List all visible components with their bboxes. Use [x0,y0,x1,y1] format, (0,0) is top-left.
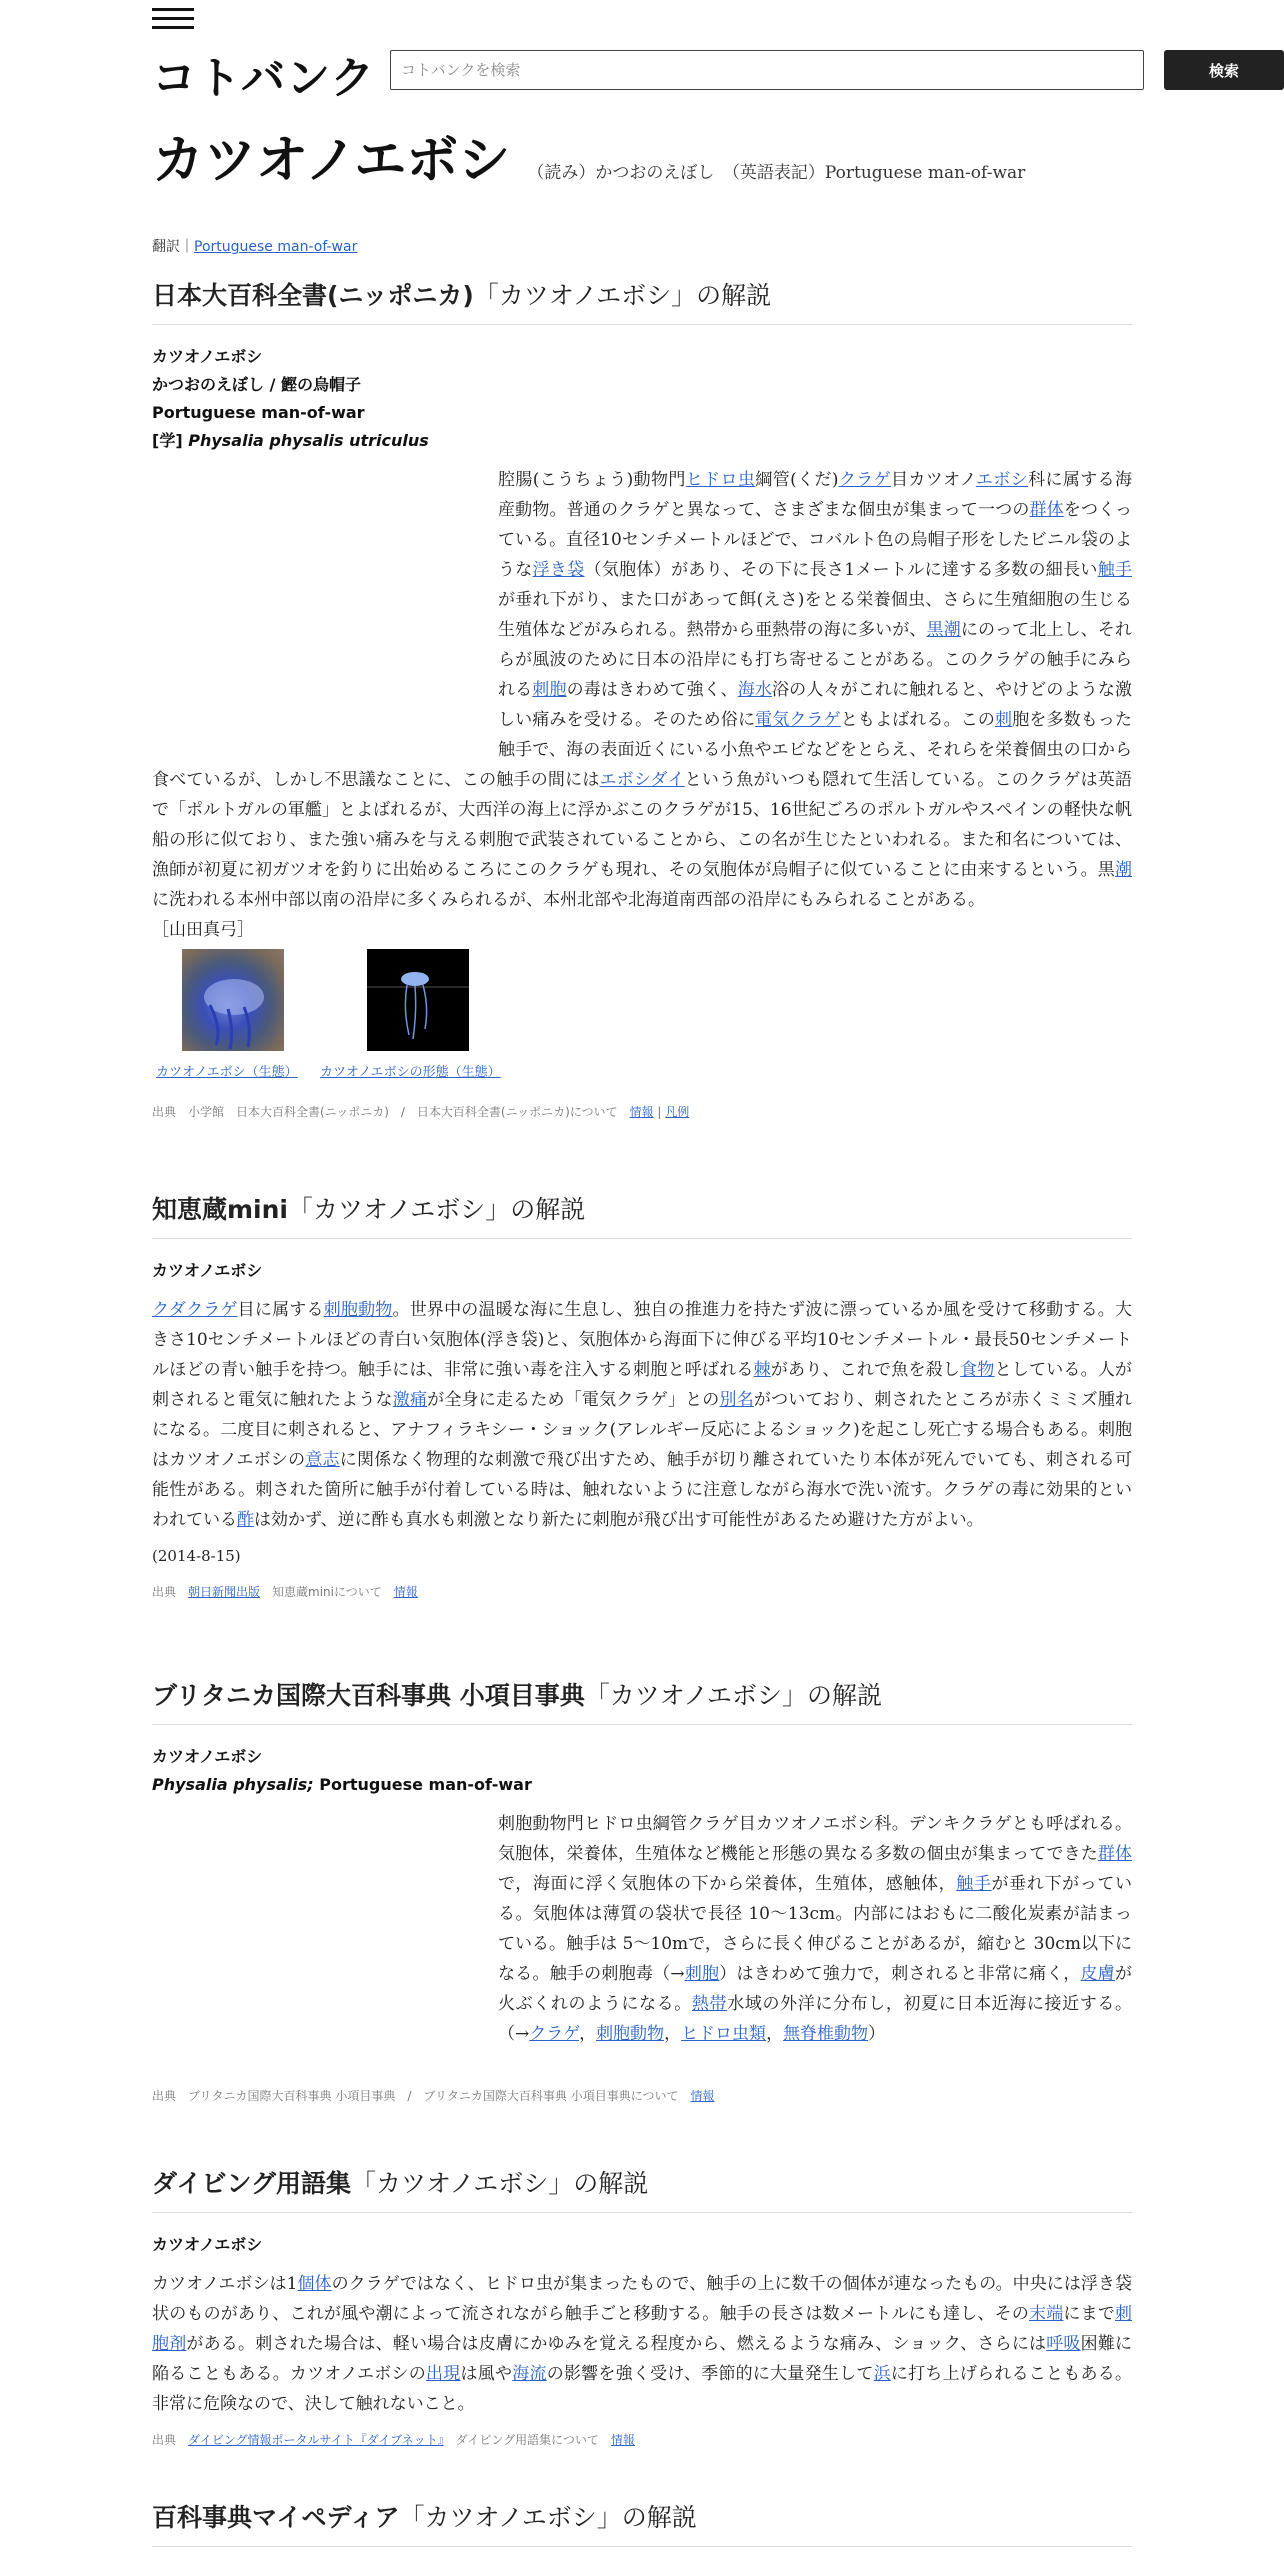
body-text: 困難に陥ることもある。カツオノエボシの [152,2334,1133,2384]
body-text: がついており、刺されたところが赤くミミズ腫れになる。二度目に刺されると、アナフィラキシー・ショック(アレルギー反応によるショック)を起こし死亡する場合もある。刺胞はカツオノエボシの [152,1390,1133,1470]
body-text: に打ち上げられることもある。非常に危険なので、決して触れないこと。 [152,2364,1133,2414]
inline-term-link[interactable]: 棘 [753,1360,771,1380]
author: ［山田真弓］ [152,920,254,940]
article-date: (2014-8-15) [152,1547,241,1565]
image-gallery [152,949,1132,1059]
inline-term-link[interactable]: 個体 [297,2274,332,2294]
scientific-name: Physalia physalis; Portuguese man-of-war [152,1775,532,1794]
title-row [152,118,1132,193]
source-line: 出典 朝日新聞出版 知恵蔵miniについて 情報 [152,1585,418,1599]
inline-term-link[interactable]: 末端 [1029,2304,1064,2324]
inline-term-link[interactable]: 刺胞剤 [152,2304,1133,2354]
body-text: が火ぶくれのようになる。 [498,1964,1132,2014]
section-chiezo-mini [152,1190,1132,1600]
inline-term-link[interactable]: 食物 [960,1360,995,1380]
body-text: が垂れ下がり、また口があって餌(えさ)をとる栄養個虫、さらに生殖細胞の生じる生殖体などがみられる。熱帯から亜熱帯の海に多いが、 [498,590,1132,640]
inline-term-link[interactable]: 海水 [737,680,773,700]
headword: カツオノエボシ [152,1747,263,1766]
body-text: に洗われる本州中部以南の沿岸に多くみられるが、本州北部や北海道南西部の沿岸にもみられることがある。 [152,890,985,910]
headword-reading: かつおのえぼし / 鰹の烏帽子 [152,375,361,394]
section-diving-glossary [152,2164,1132,2448]
body-text: 綱管(くだ) [755,470,839,490]
body-text: ， [664,2024,682,2044]
article-body [152,1295,1132,1535]
headword-english: Portuguese man-of-war [152,403,365,422]
body-text: としている。人が刺されると電気に触れたような [152,1360,1133,1410]
source-line: 出典 ブリタニカ国際大百科事典 小項目事典 / ブリタニカ国際大百科事典 小項目事典について 情報 [152,2089,715,2103]
inline-term-link[interactable]: クラゲ [529,2024,580,2044]
inline-term-link[interactable]: ヒドロ虫類 [681,2024,767,2044]
headword: カツオノエボシ [152,347,263,366]
body-text: 。世界中の温暖な海に生息し、独自の推進力を持たず波に漂っているか風を受けて移動する。大きさ10センチメートルほどの青白い気胞体(浮き袋)と、気胞体から海面下に伸びる平均10センチメートル・最長50センチメートルほどの青い触手を持つ。触手には、非常に強い毒を注入する刺胞と呼ばれる [152,1300,1132,1380]
body-text: のクラゲではなく、ヒドロ虫が集まったもので、触手の上に数千の個体が連なったもの。中央には浮き袋状のものがあり、これが風や潮によって流されながら触手ごと移動する。触手の長さは数メートルにも達し、その [152,2274,1133,2324]
inline-term-link[interactable]: 酢 [237,1510,254,1530]
headword-block [152,2231,1132,2259]
inline-term-link[interactable]: 浜 [873,2364,891,2384]
search-button[interactable]: 検索 [1164,50,1284,90]
headword-block [152,343,1132,455]
inline-term-link[interactable]: 刺胞動物 [323,1300,393,1320]
source-line: 出典 小学館 日本大百科全書(ニッポニカ) / 日本大百科全書(ニッポニカ)について 情報 | 凡例 [152,1105,690,1119]
section-heading: 日本大百科全書(ニッポニカ)「カツオノエボシ」の解説 [152,276,1132,325]
body-text: 腔腸(こうちょう)動物門 [498,470,686,490]
body-text: をつくっている。直径10センチメートルほどで、コバルト色の烏帽子形をしたビニル袋のような [498,500,1132,580]
body-text: が全身に走るため「電気クラゲ」との [427,1390,720,1410]
inline-term-link[interactable]: 刺 [995,710,1013,730]
article-body [152,1809,1132,2049]
translation-link[interactable]: Portuguese man-of-war [194,239,358,255]
body-text: の毒はきわめて強く、 [566,680,738,700]
body-text: ， [579,2024,597,2044]
inline-term-link[interactable]: 意志 [305,1450,340,1470]
inline-term-link[interactable]: 海流 [512,2364,547,2384]
article-body [152,2269,1132,2419]
inline-term-link[interactable]: エボシ [976,470,1029,490]
jellyfish-photo-1[interactable] [182,949,284,1051]
source-line: 出典 ダイビング情報ポータルサイト『ダイブネット』 ダイビング用語集について 情報 [152,2433,635,2447]
info-link[interactable]: 情報 [690,2089,715,2103]
image-caption-2[interactable]: カツオノエボシの形態（生態） [320,1065,501,1080]
headword-block [152,1743,1132,1799]
body-text: 浴の人々がこれに触れると、やけどのような激しい痛みを受ける。そのため俗に [498,680,1132,730]
section-britannica [152,1676,1132,2104]
image-caption-1[interactable]: カツオノエボシ（生態） [156,1065,298,1080]
inline-term-link[interactable]: 電気クラゲ [755,710,841,730]
body-text: にのって北上し、それらが風波のために日本の沿岸にも打ち寄せることがある。このクラゲの触手にみられる [498,620,1133,700]
inline-term-link[interactable]: 黒潮 [926,620,961,640]
body-text: が垂れ下がっている。気胞体は薄質の袋状で長径 10～13cm。内部にはおもに二酸化炭素が詰まっている。触手は 5～10mで，さらに長く伸びることがあるが，縮むと 30cm以下になる。触手の刺胞毒（→ [498,1874,1132,1984]
body-text: 目に属する [237,1300,324,1320]
inline-term-link[interactable]: クダクラゲ [152,1300,238,1320]
section-heading: 百科事典マイペディア「カツオノエボシ」の解説 [152,2498,1132,2547]
inline-term-link[interactable]: 触手 [956,1874,992,1894]
body-text: 科に属する海産動物。普通のクラゲと異なって、さまざまな個虫が集まって一つの [498,470,1133,520]
legend-link[interactable]: 凡例 [665,1105,690,1119]
search-input[interactable] [390,50,1144,90]
body-text: に関係なく物理的な刺激で飛び出すため、触手が切り離されていたり本体が死んでいても、刺される可能性がある。刺された箇所に触手が付着している時は、触れないように注意しながら海水で洗い流す。クラゲの毒に効果的といわれている [152,1450,1132,1530]
body-text: ） [868,2024,886,2044]
inline-term-link[interactable]: クラゲ [838,470,891,490]
inline-term-link[interactable]: 無脊椎動物 [783,2024,869,2044]
body-text: ）はきわめて強力で，刺されると非常に痛く， [719,1964,1081,1984]
body-text: は効かず、逆に酢も真水も刺激となり新たに刺胞が飛び出す可能性があるため避けた方がよい。 [254,1510,984,1530]
body-text: （気胞体）があり、その下に長さ1メートルに達する多数の細長い [584,560,1098,580]
page-title: カツオノエボシ [152,131,511,191]
jellyfish-photo-2[interactable] [367,949,469,1051]
body-text: にまで [1063,2304,1116,2324]
inline-term-link[interactable]: ヒドロ虫 [685,470,756,490]
article-body [152,465,1132,915]
translation-label: 翻訳｜ [152,239,194,255]
site-logo[interactable]: コトバンク [152,53,376,104]
inline-term-link[interactable]: 刺胞 [684,1964,720,1984]
body-text: ともよばれる。この [840,710,996,730]
inline-term-link[interactable]: 熱帯 [691,1994,728,2014]
body-text: 胞を多数もった触手で、海の表面近くにいる小魚やエビなどをとらえ、それらを栄養個虫の口から食べているが、しかし不思議なことに、この触手の間には [152,710,1133,790]
section-heading: ダイビング用語集「カツオノエボシ」の解説 [152,2164,1132,2213]
reading-info: （読み）かつおのえぼし （英語表記）Portuguese man-of-war [527,163,1026,183]
body-text: 水域の外洋に分布し，初夏に日本近海に接近する。（→ [498,1994,1133,2044]
headword: カツオノエボシ [152,2235,263,2254]
headword: カツオノエボシ [152,1261,263,1280]
inline-term-link[interactable]: 別名 [719,1390,754,1410]
section-mypedia [152,2498,1132,2547]
inline-term-link[interactable]: エボシダイ [599,770,685,790]
body-text: があり、これで魚を殺し [770,1360,961,1380]
body-text: は風や [460,2364,513,2384]
publisher-link[interactable]: 朝日新聞出版 [188,1585,261,1599]
body-text: がある。刺された場合は、軽い場合は皮膚にかゆみを覚える程度から、燃えるような痛み、ショック、さらには [186,2334,1047,2354]
image-captions [152,1059,1132,1089]
section-nipponica [152,276,1132,1120]
body-text: という魚がいつも隠れて生活している。このクラゲは英語で「ポルトガルの軍艦」とよばれるが、大西洋の海上に浮かぶこのクラゲが15、16世紀ごろのポルトガルやスペインの軽快な帆船の形に似ており、また強い痛みを与える刺胞で武装されていることから、この名が生じたといわれる。また和名については、漁師が初夏に初ガツオを釣りに出始めるころにこのクラゲも現れ、その気胞体が烏帽子に似ていることに由来するという。黒 [152,770,1133,880]
headword-block [152,1257,1132,1285]
inline-term-link[interactable]: 出現 [426,2364,461,2384]
source-site-link[interactable]: ダイビング情報ポータルサイト『ダイブネット』 [188,2433,444,2447]
inline-term-link[interactable]: 浮き袋 [532,560,585,580]
inline-term-link[interactable]: 皮膚 [1080,1964,1115,1984]
info-link[interactable]: 情報 [393,1585,418,1599]
info-link[interactable]: 情報 [610,2433,635,2447]
inline-term-link[interactable]: 刺胞動物 [596,2024,665,2044]
inline-term-link[interactable]: 群体 [1097,1844,1132,1864]
body-text: で，海面に浮く気胞体の下から栄養体，生殖体，感触体， [498,1874,957,1894]
inline-term-link[interactable]: 激痛 [392,1390,428,1410]
inline-term-link[interactable]: 刺胞 [532,680,567,700]
inline-term-link[interactable]: 潮 [1115,860,1132,880]
body-text: 刺胞動物門ヒドロ虫綱管クラゲ目カツオノエボシ科。デンキクラゲとも呼ばれる。気胞体，栄養体，生殖体など機能と形態の異なる多数の個虫が集まってできた [498,1814,1132,1864]
inline-term-link[interactable]: 触手 [1097,560,1132,580]
body-text: ， [766,2024,784,2044]
info-link[interactable]: 情報 [629,1105,654,1119]
menu-icon[interactable] [152,8,194,32]
inline-term-link[interactable]: 群体 [1029,500,1064,520]
translation-line [152,236,357,256]
body-text: カツオノエボシは1 [152,2274,298,2294]
section-heading: 知恵蔵mini「カツオノエボシ」の解説 [152,1190,1132,1239]
section-heading: ブリタニカ国際大百科事典 小項目事典「カツオノエボシ」の解説 [152,1676,1132,1725]
inline-term-link[interactable]: 呼吸 [1046,2334,1081,2354]
body-text: の影響を強く受け、季節的に大量発生して [546,2364,874,2384]
scientific-name: [学] Physalia physalis utriculus [152,431,429,450]
body-text: 目カツオノ [890,470,976,490]
